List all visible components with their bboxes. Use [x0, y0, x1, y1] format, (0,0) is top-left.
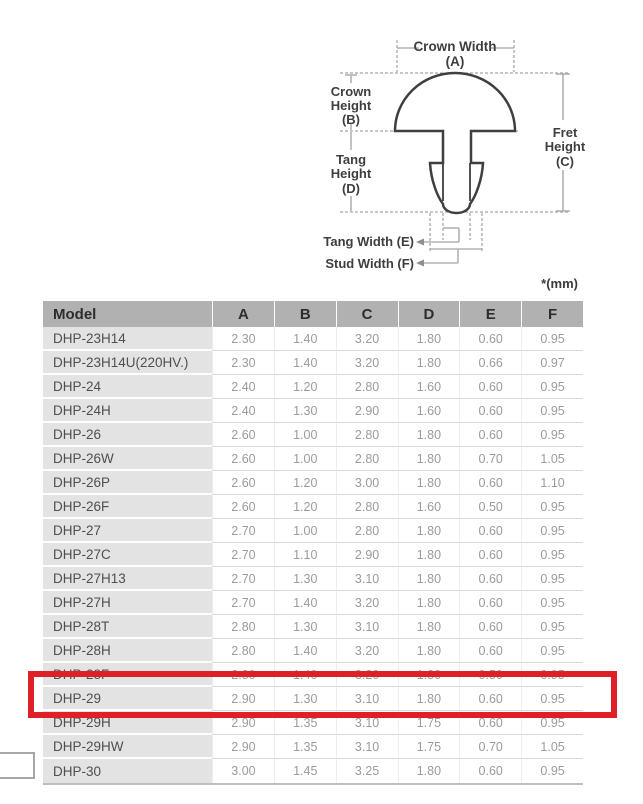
value-cell: 2.90 [336, 399, 398, 423]
value-cell: 0.95 [521, 759, 583, 783]
value-cell: 0.95 [521, 399, 583, 423]
value-cell: 2.90 [212, 687, 274, 711]
value-cell: 2.80 [212, 663, 274, 687]
value-cell: 1.60 [398, 495, 460, 519]
header-model: Model [43, 301, 212, 327]
value-cell: 1.05 [521, 447, 583, 471]
stud-width-label: Stud Width (F) [325, 256, 414, 271]
value-cell: 3.20 [336, 591, 398, 615]
svg-text:Tang: Tang [335, 152, 367, 167]
value-cell: 1.40 [274, 351, 336, 375]
model-cell: DHP-29 [43, 687, 212, 711]
value-cell: 1.80 [398, 759, 460, 783]
value-cell: 1.75 [398, 735, 460, 759]
value-cell: 0.60 [459, 471, 521, 495]
svg-text:(B): (B) [341, 112, 361, 127]
value-cell: 1.20 [274, 375, 336, 399]
value-cell: 1.40 [274, 591, 336, 615]
value-cell: 0.60 [459, 375, 521, 399]
value-cell: 2.80 [212, 639, 274, 663]
value-cell: 1.80 [398, 327, 460, 351]
value-cell: 1.80 [398, 471, 460, 495]
value-cell: 1.30 [274, 399, 336, 423]
fret-spec-table [43, 301, 583, 785]
value-cell: 0.95 [521, 543, 583, 567]
value-cell: 2.70 [212, 567, 274, 591]
value-cell: 1.35 [274, 711, 336, 735]
value-cell: 3.10 [336, 711, 398, 735]
value-cell: 1.00 [274, 423, 336, 447]
value-cell: 1.80 [398, 447, 460, 471]
svg-text:Height: Height [330, 98, 372, 113]
value-cell: 2.80 [212, 615, 274, 639]
value-cell: 1.60 [398, 375, 460, 399]
value-cell: 0.95 [521, 711, 583, 735]
value-cell: 0.60 [459, 327, 521, 351]
model-cell: DHP-27H13 [43, 567, 212, 591]
value-cell: 3.00 [336, 471, 398, 495]
fret-dimension-diagram [0, 0, 643, 296]
value-cell: 1.35 [274, 735, 336, 759]
crown-width-key: (A) [445, 54, 465, 69]
value-cell: 2.60 [212, 447, 274, 471]
value-cell: 1.75 [398, 711, 460, 735]
model-cell: DHP-30 [43, 759, 212, 783]
value-cell: 1.00 [274, 519, 336, 543]
header-e: E [459, 301, 521, 327]
value-cell: 0.50 [459, 663, 521, 687]
value-cell: 3.10 [336, 615, 398, 639]
header-c: C [336, 301, 398, 327]
value-cell: 1.40 [274, 327, 336, 351]
value-cell: 0.70 [459, 447, 521, 471]
value-cell: 2.80 [336, 519, 398, 543]
value-cell: 2.60 [212, 423, 274, 447]
value-cell: 0.50 [459, 495, 521, 519]
value-cell: 1.40 [274, 663, 336, 687]
model-cell: DHP-27H [43, 591, 212, 615]
model-cell: DHP-28F [43, 663, 212, 687]
value-cell: 1.80 [398, 567, 460, 591]
model-cell: DHP-26W [43, 447, 212, 471]
value-cell: 2.80 [336, 495, 398, 519]
tang-width-label: Tang Width (E) [323, 234, 414, 249]
value-cell: 3.00 [212, 759, 274, 783]
model-cell: DHP-27C [43, 543, 212, 567]
crown-width-label: Crown Width [413, 39, 497, 54]
value-cell: 3.25 [336, 759, 398, 783]
value-cell: 0.60 [459, 759, 521, 783]
table-row [43, 615, 583, 639]
value-cell: 0.60 [459, 591, 521, 615]
arrowheads [416, 239, 424, 267]
svg-text:Height: Height [330, 166, 372, 181]
value-cell: 0.95 [521, 375, 583, 399]
value-cell: 0.95 [521, 639, 583, 663]
model-cell: DHP-23H14 [43, 327, 212, 351]
value-cell: 0.95 [521, 327, 583, 351]
table-row [43, 375, 583, 399]
table-row [43, 495, 583, 519]
table-row [43, 543, 583, 567]
tang-height-label [331, 152, 372, 196]
value-cell: 3.20 [336, 663, 398, 687]
header-a: A [212, 301, 274, 327]
edge-fragment [0, 752, 35, 779]
svg-text:(C): (C) [555, 154, 575, 169]
model-cell: DHP-27 [43, 519, 212, 543]
value-cell: 0.70 [459, 735, 521, 759]
header-f: F [521, 301, 583, 327]
model-cell: DHP-23H14U(220HV.) [43, 351, 212, 375]
value-cell: 1.05 [521, 735, 583, 759]
value-cell: 0.95 [521, 495, 583, 519]
value-cell: 1.20 [274, 495, 336, 519]
table-row [43, 567, 583, 591]
table-row [43, 735, 583, 759]
value-cell: 1.60 [398, 399, 460, 423]
value-cell: 0.60 [459, 399, 521, 423]
table-row [43, 447, 583, 471]
table-row [43, 471, 583, 495]
table-row [43, 711, 583, 735]
model-cell: DHP-26F [43, 495, 212, 519]
value-cell: 0.97 [521, 351, 583, 375]
value-cell: 0.60 [459, 687, 521, 711]
model-cell: DHP-24H [43, 399, 212, 423]
value-cell: 1.10 [274, 543, 336, 567]
value-cell: 0.60 [459, 639, 521, 663]
fret-height-label [545, 125, 586, 169]
svg-text:(D): (D) [341, 181, 361, 196]
value-cell: 1.00 [274, 447, 336, 471]
header-b: B [274, 301, 336, 327]
model-cell: DHP-29H [43, 711, 212, 735]
value-cell: 0.60 [459, 543, 521, 567]
model-cell: DHP-26 [43, 423, 212, 447]
value-cell: 0.95 [521, 591, 583, 615]
table-row [43, 423, 583, 447]
value-cell: 1.40 [274, 639, 336, 663]
value-cell: 2.60 [212, 495, 274, 519]
svg-text:Fret: Fret [552, 125, 578, 140]
value-cell: 2.70 [212, 591, 274, 615]
value-cell: 1.80 [398, 615, 460, 639]
table-row [43, 663, 583, 687]
table-row [43, 327, 583, 351]
value-cell: 2.70 [212, 543, 274, 567]
value-cell: 0.60 [459, 711, 521, 735]
value-cell: 2.40 [212, 399, 274, 423]
value-cell: 0.95 [521, 567, 583, 591]
value-cell: 0.95 [521, 423, 583, 447]
value-cell: 3.20 [336, 327, 398, 351]
svg-text:Height: Height [544, 139, 586, 154]
value-cell: 0.60 [459, 615, 521, 639]
value-cell: 1.80 [398, 351, 460, 375]
value-cell: 2.60 [212, 471, 274, 495]
value-cell: 2.30 [212, 351, 274, 375]
units-note: *(mm) [541, 276, 578, 291]
header-d: D [398, 301, 460, 327]
svg-text:Crown: Crown [330, 84, 372, 99]
table-row [43, 591, 583, 615]
model-cell: DHP-24 [43, 375, 212, 399]
value-cell: 1.80 [398, 663, 460, 687]
table-row [43, 759, 583, 783]
value-cell: 2.90 [212, 735, 274, 759]
value-cell: 2.80 [336, 447, 398, 471]
table-row [43, 639, 583, 663]
fret-profile-shape [395, 73, 515, 213]
value-cell: 1.80 [398, 687, 460, 711]
table-row [43, 399, 583, 423]
value-cell: 3.10 [336, 687, 398, 711]
value-cell: 1.30 [274, 567, 336, 591]
value-cell: 3.10 [336, 567, 398, 591]
value-cell: 0.60 [459, 519, 521, 543]
value-cell: 0.60 [459, 567, 521, 591]
model-cell: DHP-28H [43, 639, 212, 663]
value-cell: 2.70 [212, 519, 274, 543]
model-cell: DHP-26P [43, 471, 212, 495]
value-cell: 0.95 [521, 519, 583, 543]
value-cell: 0.95 [521, 663, 583, 687]
table-row [43, 519, 583, 543]
value-cell: 1.45 [274, 759, 336, 783]
value-cell: 1.80 [398, 423, 460, 447]
value-cell: 2.80 [336, 423, 398, 447]
model-cell: DHP-28T [43, 615, 212, 639]
model-cell: DHP-29HW [43, 735, 212, 759]
value-cell: 0.95 [521, 615, 583, 639]
value-cell: 1.20 [274, 471, 336, 495]
value-cell: 0.60 [459, 423, 521, 447]
value-cell: 1.80 [398, 543, 460, 567]
table-header-row [43, 301, 583, 327]
value-cell: 3.20 [336, 639, 398, 663]
value-cell: 1.30 [274, 615, 336, 639]
value-cell: 2.80 [336, 375, 398, 399]
value-cell: 0.95 [521, 687, 583, 711]
spec-table-wrap [43, 301, 583, 785]
value-cell: 2.90 [336, 543, 398, 567]
crown-height-label [331, 84, 372, 127]
value-cell: 0.66 [459, 351, 521, 375]
value-cell: 3.10 [336, 735, 398, 759]
value-cell: 1.80 [398, 639, 460, 663]
value-cell: 1.10 [521, 471, 583, 495]
table-row [43, 351, 583, 375]
value-cell: 1.30 [274, 687, 336, 711]
value-cell: 3.20 [336, 351, 398, 375]
value-cell: 2.40 [212, 375, 274, 399]
value-cell: 1.80 [398, 591, 460, 615]
value-cell: 2.90 [212, 711, 274, 735]
table-row [43, 687, 583, 711]
value-cell: 2.30 [212, 327, 274, 351]
value-cell: 1.80 [398, 519, 460, 543]
